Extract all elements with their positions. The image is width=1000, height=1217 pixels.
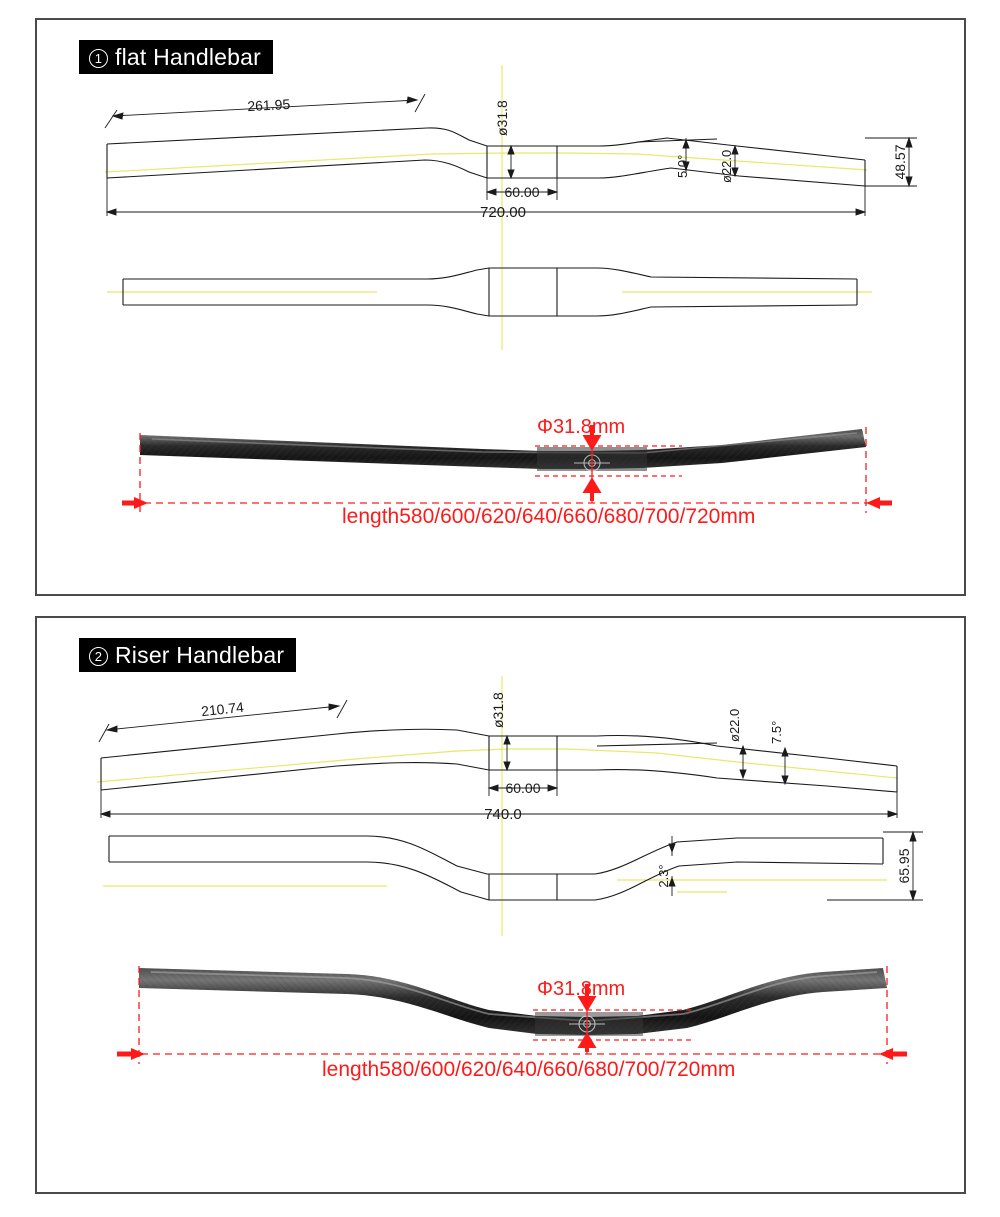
badge-label: flat Handlebar — [115, 44, 261, 70]
dim-label-backsweep-offset-flat: 48.57 — [892, 144, 908, 180]
dim-label-clamp-diameter-flat: ø31.8 — [494, 100, 510, 136]
dim-label-overall-width-flat: 720.00 — [480, 204, 526, 221]
dim-clamp-diameter-flat — [508, 146, 514, 178]
dim-label-bar-end-diameter-flat: ø22.0 — [719, 149, 734, 183]
riser-front-view-outline — [109, 836, 883, 900]
badge-label: Riser Handlebar — [115, 642, 285, 668]
riser-length-callout: length580/600/620/640/660/680/700/720mm — [322, 1058, 736, 1081]
dim-label-backsweep-angle-riser: 7.5° — [769, 720, 784, 744]
dim-label-clamp-width-flat: 60.00 — [504, 184, 540, 200]
flat-cad-drawing — [37, 20, 964, 350]
badge-number-icon: 2 — [89, 647, 108, 666]
riser-bar-weave-texture — [139, 968, 887, 1035]
flat-top-view-outline — [107, 128, 865, 186]
riser-clamp-diameter-callout: Φ31.8mm — [537, 978, 626, 1000]
panel-riser-handlebar — [35, 616, 966, 1194]
dim-clamp-diameter-riser — [504, 736, 510, 770]
flat-clamp-diameter-callout: Φ31.8mm — [537, 416, 626, 438]
dim-label-bar-end-diameter-riser: ø22.0 — [727, 708, 742, 742]
badge-number-icon: 1 — [89, 49, 108, 68]
flat-bar-weave-texture — [140, 429, 866, 469]
dim-backsweep-offset-flat — [865, 138, 917, 186]
panel-flat-handlebar — [35, 18, 966, 596]
flat-length-callout: length580/600/620/640/660/680/700/720mm — [342, 505, 756, 528]
dim-label-clamp-diameter-riser: ø31.8 — [490, 692, 506, 728]
dim-label-rise-offset-riser: 65.95 — [896, 848, 912, 884]
dim-label-overall-width-riser: 740.0 — [484, 806, 522, 823]
dim-label-grip-length-flat: 261.95 — [246, 95, 291, 115]
dim-label-clamp-width-riser: 60.00 — [505, 780, 541, 796]
riser-front-center-lines — [103, 880, 887, 892]
dim-label-upsweep-flat: 5.0° — [675, 154, 690, 178]
dim-label-upsweep-angle-riser: 2.3° — [656, 864, 671, 888]
dim-label-grip-length-riser: 210.74 — [200, 698, 245, 720]
riser-cad-drawing — [37, 618, 964, 948]
